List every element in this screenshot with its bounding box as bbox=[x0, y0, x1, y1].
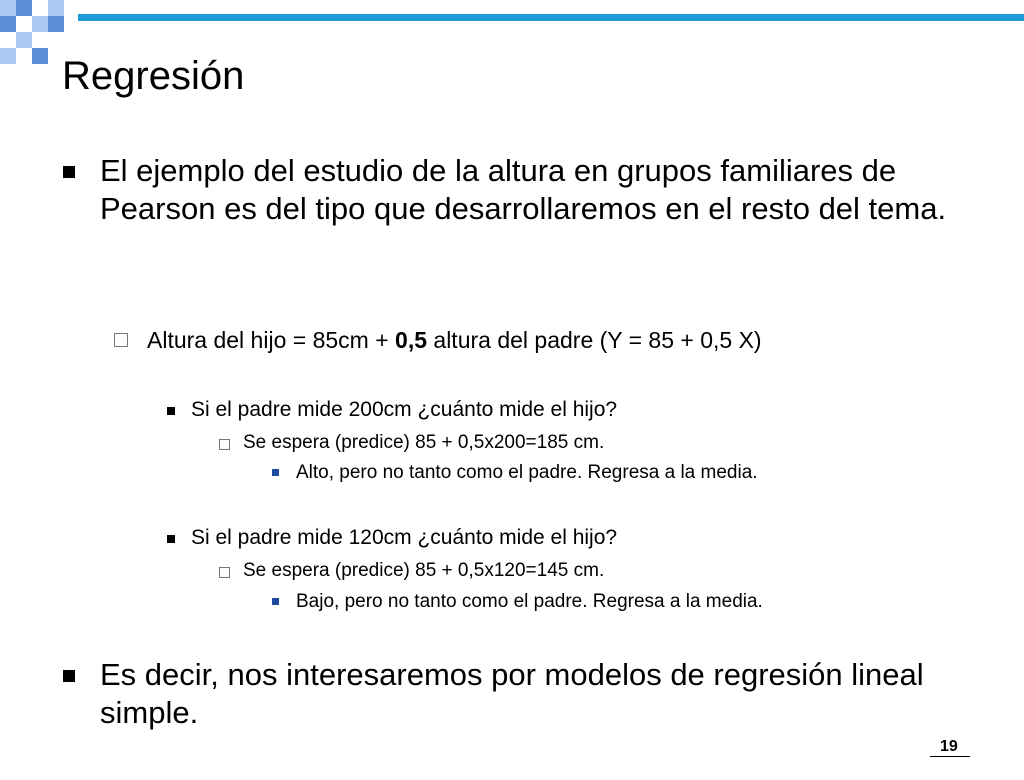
square-bullet-icon bbox=[167, 535, 175, 543]
case1-prediction-text: Se espera (predice) 85 + 0,5x200=185 cm. bbox=[243, 432, 605, 453]
page-number-underline bbox=[930, 756, 970, 757]
case1-question bbox=[191, 397, 617, 423]
bullet-conclusion-text: Es decir, nos interesaremos por modelos de regresión lineal simple. bbox=[100, 657, 924, 730]
square-bullet-icon bbox=[63, 166, 75, 178]
bullet-intro bbox=[100, 152, 1000, 228]
case1-prediction bbox=[243, 431, 604, 455]
formula-text-post: altura del padre (Y = 85 + 0,5 X) bbox=[427, 327, 762, 353]
case2-comment bbox=[296, 590, 763, 614]
formula-item bbox=[147, 326, 762, 354]
small-square-bullet-icon bbox=[272, 598, 279, 605]
bullet-conclusion bbox=[100, 656, 1000, 732]
hollow-square-bullet-icon bbox=[219, 439, 230, 450]
case2-prediction bbox=[243, 559, 604, 583]
hollow-square-bullet-icon bbox=[219, 567, 230, 578]
bullet-intro-text: El ejemplo del estudio de la altura en grupos familiares de Pearson es del tipo que desarrollaremos en el resto del tema. bbox=[100, 153, 947, 226]
small-square-bullet-icon bbox=[272, 469, 279, 476]
case2-question bbox=[191, 525, 617, 551]
formula-text-pre: Altura del hijo = 85cm + bbox=[147, 327, 396, 353]
case1-comment-text: Alto, pero no tanto como el padre. Regresa a la media. bbox=[296, 462, 758, 483]
title-bar-line bbox=[78, 14, 1024, 21]
hollow-square-bullet-icon bbox=[114, 333, 128, 347]
case2-comment-text: Bajo, pero no tanto como el padre. Regresa a la media. bbox=[296, 591, 763, 612]
case1-comment bbox=[296, 461, 758, 485]
square-bullet-icon bbox=[167, 407, 175, 415]
case1-question-text: Si el padre mide 200cm ¿cuánto mide el hijo? bbox=[191, 398, 618, 421]
case2-question-text: Si el padre mide 120cm ¿cuánto mide el hijo? bbox=[191, 526, 618, 549]
formula-coefficient: 0,5 bbox=[395, 327, 428, 353]
case2-prediction-text: Se espera (predice) 85 + 0,5x120=145 cm. bbox=[243, 560, 605, 581]
slide-title: Regresión bbox=[62, 54, 245, 98]
page-number: 19 bbox=[940, 738, 958, 755]
square-bullet-icon bbox=[63, 670, 75, 682]
